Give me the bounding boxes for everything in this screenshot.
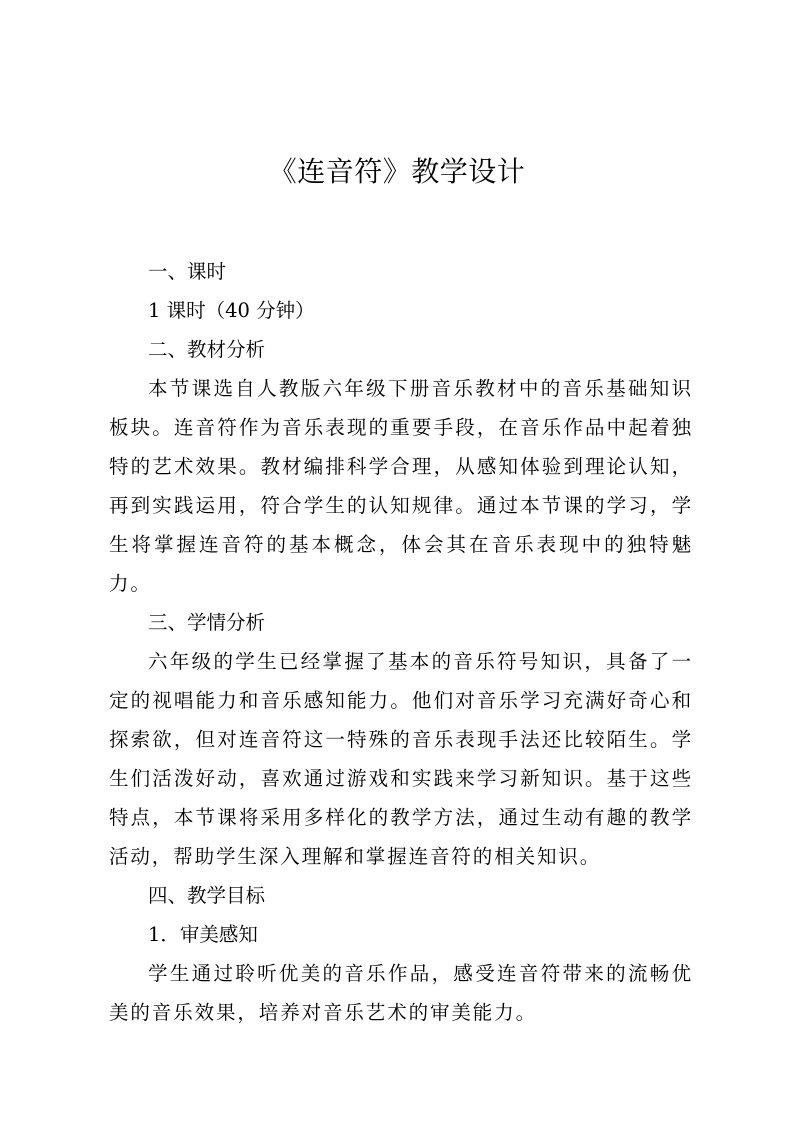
class-hours-text: 1 课时（40 分钟） bbox=[148, 299, 315, 322]
subheading-aesthetic-perception: 1．审美感知 bbox=[148, 923, 258, 946]
document-title: 《连音符》教学设计 bbox=[268, 155, 526, 188]
document-body bbox=[109, 252, 693, 1032]
textbook-analysis-paragraph: 本节课选自人教版六年级下册音乐教材中的音乐基础知识板块。连音符作为音乐表现的重要手段，在音乐作品中起着独特的艺术效果。教材编排科学合理，从感知体验到理论认知，再到实践运用，符合学生的认知规律。通过本节课的学习，学生将掌握连音符的基本概念，体会其在音乐表现中的独特魅力。 bbox=[109, 377, 693, 595]
section-heading-class-hours: 一、课时 bbox=[148, 260, 227, 283]
section-heading-textbook-analysis: 二、教材分析 bbox=[148, 338, 266, 361]
section-heading-teaching-goals: 四、教学目标 bbox=[148, 884, 266, 907]
section-heading-student-analysis: 三、学情分析 bbox=[148, 611, 266, 634]
student-analysis-paragraph: 六年级的学生已经掌握了基本的音乐符号知识，具备了一定的视唱能力和音乐感知能力。他们对音乐学习充满好奇心和探索欲，但对连音符这一特殊的音乐表现手法还比较陌生。学生们活泼好动，喜欢通过游戏和实践来学习新知识。基于这些特点，本节课将采用多样化的教学方法，通过生动有趣的教学活动，帮助学生深入理解和掌握连音符的相关知识。 bbox=[109, 650, 693, 868]
aesthetic-perception-paragraph: 学生通过聆听优美的音乐作品，感受连音符带来的流畅优美的音乐效果，培养对音乐艺术的审美能力。 bbox=[109, 962, 693, 1024]
